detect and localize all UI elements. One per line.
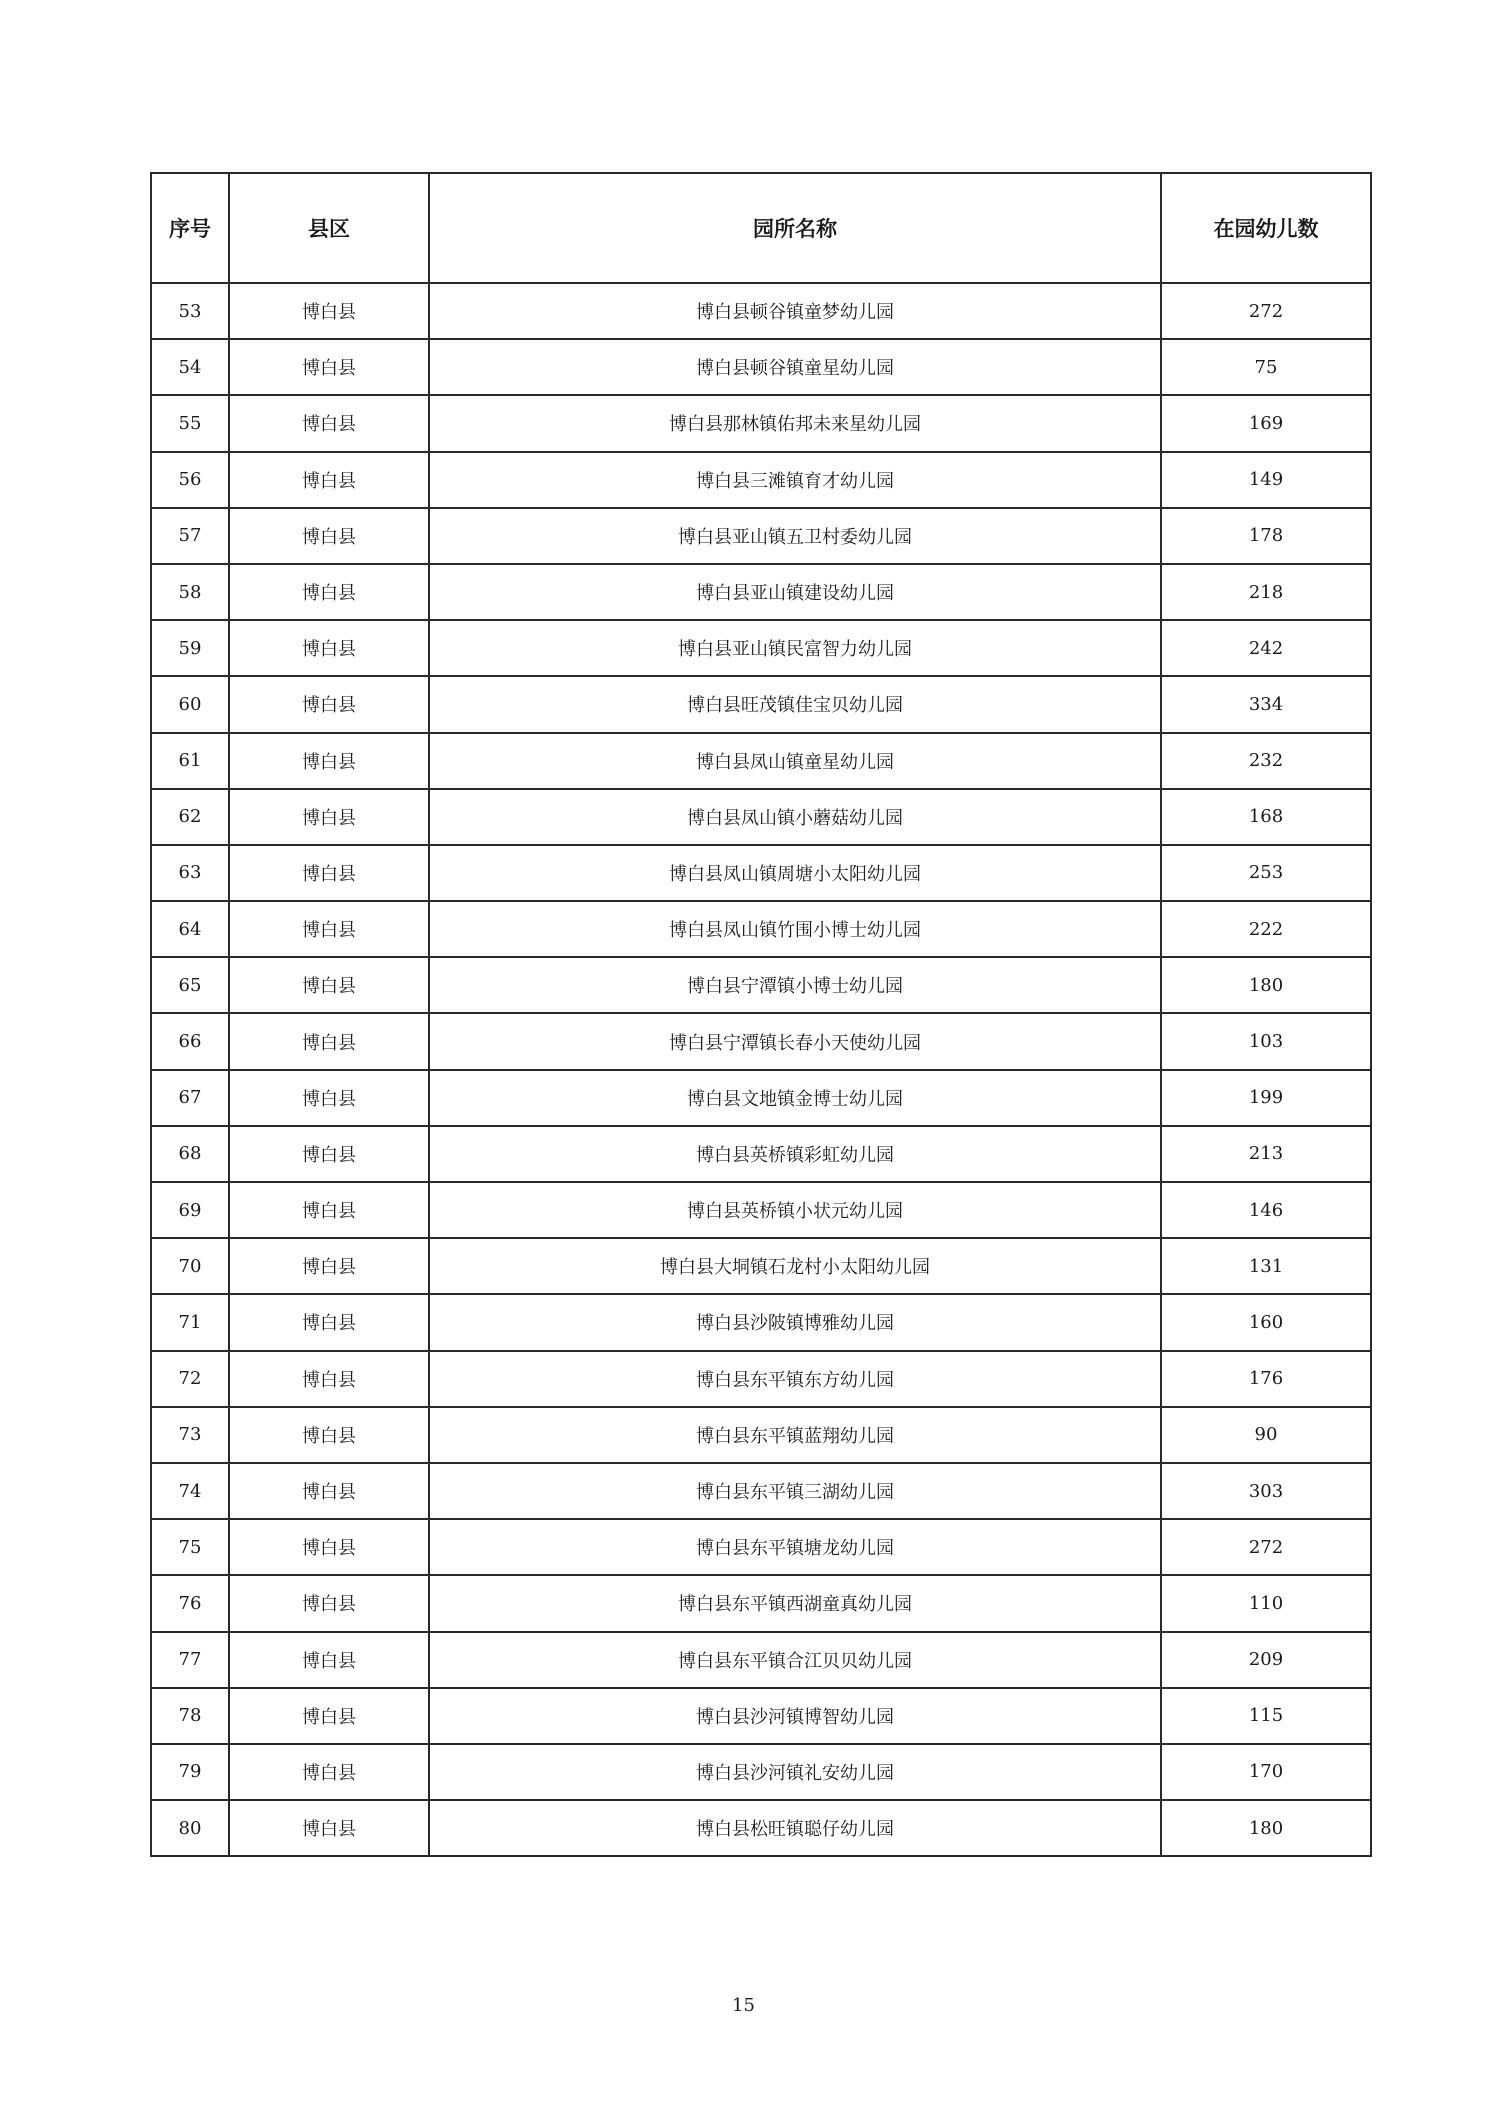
- cell-count: 209: [1161, 1632, 1371, 1688]
- cell-name: 博白县那林镇佑邦未来星幼儿园: [429, 395, 1161, 451]
- cell-county: 博白县: [229, 1013, 429, 1069]
- table-row: [151, 620, 1371, 676]
- cell-county: 博白县: [229, 1294, 429, 1350]
- table-row: [151, 1182, 1371, 1238]
- cell-county: 博白县: [229, 564, 429, 620]
- cell-county: 博白县: [229, 1800, 429, 1856]
- cell-name: 博白县凤山镇竹围小博士幼儿园: [429, 901, 1161, 957]
- cell-name: 博白县沙河镇礼安幼儿园: [429, 1744, 1161, 1800]
- cell-count: 110: [1161, 1575, 1371, 1631]
- cell-count: 176: [1161, 1351, 1371, 1407]
- cell-county: 博白县: [229, 733, 429, 789]
- header-count: 在园幼儿数: [1161, 173, 1371, 283]
- cell-county: 博白县: [229, 1519, 429, 1575]
- header-name: 园所名称: [429, 173, 1161, 283]
- cell-seq: 67: [151, 1070, 229, 1126]
- cell-count: 253: [1161, 845, 1371, 901]
- cell-county: 博白县: [229, 901, 429, 957]
- cell-name: 博白县东平镇合江贝贝幼儿园: [429, 1632, 1161, 1688]
- cell-county: 博白县: [229, 1688, 429, 1744]
- cell-seq: 72: [151, 1351, 229, 1407]
- cell-count: 149: [1161, 452, 1371, 508]
- cell-seq: 77: [151, 1632, 229, 1688]
- table-row: [151, 733, 1371, 789]
- table-row: [151, 1744, 1371, 1800]
- cell-seq: 56: [151, 452, 229, 508]
- table-row: [151, 901, 1371, 957]
- cell-name: 博白县东平镇三湖幼儿园: [429, 1463, 1161, 1519]
- table-row: [151, 1238, 1371, 1294]
- kindergarten-table-container: [150, 172, 1370, 1857]
- table-body: [151, 283, 1371, 1856]
- table-row: [151, 1126, 1371, 1182]
- table-row: [151, 452, 1371, 508]
- cell-count: 146: [1161, 1182, 1371, 1238]
- cell-name: 博白县东平镇塘龙幼儿园: [429, 1519, 1161, 1575]
- cell-name: 博白县大垌镇石龙村小太阳幼儿园: [429, 1238, 1161, 1294]
- table-row: [151, 564, 1371, 620]
- table-row: [151, 845, 1371, 901]
- cell-seq: 65: [151, 957, 229, 1013]
- cell-count: 213: [1161, 1126, 1371, 1182]
- table-row: [151, 1519, 1371, 1575]
- table-row: [151, 339, 1371, 395]
- cell-name: 博白县旺茂镇佳宝贝幼儿园: [429, 676, 1161, 732]
- cell-county: 博白县: [229, 339, 429, 395]
- cell-county: 博白县: [229, 1632, 429, 1688]
- page-number: 15: [732, 1995, 755, 2016]
- cell-name: 博白县东平镇蓝翔幼儿园: [429, 1407, 1161, 1463]
- cell-count: 169: [1161, 395, 1371, 451]
- cell-seq: 55: [151, 395, 229, 451]
- cell-seq: 63: [151, 845, 229, 901]
- cell-county: 博白县: [229, 676, 429, 732]
- cell-seq: 59: [151, 620, 229, 676]
- cell-seq: 74: [151, 1463, 229, 1519]
- cell-seq: 79: [151, 1744, 229, 1800]
- cell-county: 博白县: [229, 1070, 429, 1126]
- cell-seq: 70: [151, 1238, 229, 1294]
- cell-seq: 73: [151, 1407, 229, 1463]
- cell-count: 178: [1161, 508, 1371, 564]
- cell-count: 303: [1161, 1463, 1371, 1519]
- cell-county: 博白县: [229, 620, 429, 676]
- cell-seq: 61: [151, 733, 229, 789]
- cell-count: 222: [1161, 901, 1371, 957]
- cell-seq: 80: [151, 1800, 229, 1856]
- cell-county: 博白县: [229, 395, 429, 451]
- kindergarten-table: [150, 172, 1372, 1857]
- cell-county: 博白县: [229, 1407, 429, 1463]
- cell-name: 博白县凤山镇童星幼儿园: [429, 733, 1161, 789]
- cell-county: 博白县: [229, 1575, 429, 1631]
- cell-count: 218: [1161, 564, 1371, 620]
- cell-county: 博白县: [229, 1463, 429, 1519]
- cell-count: 334: [1161, 676, 1371, 732]
- cell-count: 180: [1161, 1800, 1371, 1856]
- cell-name: 博白县松旺镇聪仔幼儿园: [429, 1800, 1161, 1856]
- cell-name: 博白县顿谷镇童星幼儿园: [429, 339, 1161, 395]
- cell-county: 博白县: [229, 452, 429, 508]
- cell-name: 博白县凤山镇小蘑菇幼儿园: [429, 789, 1161, 845]
- cell-count: 232: [1161, 733, 1371, 789]
- cell-name: 博白县宁潭镇小博士幼儿园: [429, 957, 1161, 1013]
- table-row: [151, 676, 1371, 732]
- cell-name: 博白县三滩镇育才幼儿园: [429, 452, 1161, 508]
- cell-name: 博白县东平镇东方幼儿园: [429, 1351, 1161, 1407]
- cell-count: 272: [1161, 283, 1371, 339]
- cell-seq: 75: [151, 1519, 229, 1575]
- table-row: [151, 1407, 1371, 1463]
- cell-count: 75: [1161, 339, 1371, 395]
- cell-seq: 68: [151, 1126, 229, 1182]
- cell-name: 博白县沙河镇博智幼儿园: [429, 1688, 1161, 1744]
- cell-count: 103: [1161, 1013, 1371, 1069]
- table-row: [151, 1294, 1371, 1350]
- cell-county: 博白县: [229, 957, 429, 1013]
- table-row: [151, 1070, 1371, 1126]
- cell-county: 博白县: [229, 508, 429, 564]
- cell-count: 160: [1161, 1294, 1371, 1350]
- cell-name: 博白县文地镇金博士幼儿园: [429, 1070, 1161, 1126]
- cell-county: 博白县: [229, 283, 429, 339]
- cell-seq: 78: [151, 1688, 229, 1744]
- cell-name: 博白县英桥镇小状元幼儿园: [429, 1182, 1161, 1238]
- cell-seq: 60: [151, 676, 229, 732]
- cell-name: 博白县英桥镇彩虹幼儿园: [429, 1126, 1161, 1182]
- cell-name: 博白县凤山镇周塘小太阳幼儿园: [429, 845, 1161, 901]
- cell-name: 博白县亚山镇民富智力幼儿园: [429, 620, 1161, 676]
- cell-seq: 58: [151, 564, 229, 620]
- cell-county: 博白县: [229, 1238, 429, 1294]
- cell-county: 博白县: [229, 1126, 429, 1182]
- table-row: [151, 1463, 1371, 1519]
- table-row: [151, 395, 1371, 451]
- cell-seq: 57: [151, 508, 229, 564]
- table-row: [151, 1575, 1371, 1631]
- table-row: [151, 1632, 1371, 1688]
- cell-county: 博白县: [229, 845, 429, 901]
- cell-count: 199: [1161, 1070, 1371, 1126]
- cell-seq: 64: [151, 901, 229, 957]
- cell-name: 博白县东平镇西湖童真幼儿园: [429, 1575, 1161, 1631]
- cell-seq: 62: [151, 789, 229, 845]
- table-row: [151, 957, 1371, 1013]
- cell-county: 博白县: [229, 1182, 429, 1238]
- header-seq: 序号: [151, 173, 229, 283]
- cell-seq: 76: [151, 1575, 229, 1631]
- table-row: [151, 789, 1371, 845]
- cell-name: 博白县宁潭镇长春小天使幼儿园: [429, 1013, 1161, 1069]
- cell-count: 131: [1161, 1238, 1371, 1294]
- cell-count: 115: [1161, 1688, 1371, 1744]
- cell-county: 博白县: [229, 1744, 429, 1800]
- cell-count: 90: [1161, 1407, 1371, 1463]
- cell-seq: 54: [151, 339, 229, 395]
- cell-seq: 71: [151, 1294, 229, 1350]
- header-county: 县区: [229, 173, 429, 283]
- table-row: [151, 1800, 1371, 1856]
- table-header-row: [151, 173, 1371, 283]
- cell-name: 博白县亚山镇五卫村委幼儿园: [429, 508, 1161, 564]
- cell-county: 博白县: [229, 789, 429, 845]
- cell-name: 博白县沙陂镇博雅幼儿园: [429, 1294, 1161, 1350]
- cell-seq: 69: [151, 1182, 229, 1238]
- cell-seq: 53: [151, 283, 229, 339]
- table-row: [151, 508, 1371, 564]
- cell-count: 242: [1161, 620, 1371, 676]
- cell-count: 168: [1161, 789, 1371, 845]
- cell-name: 博白县顿谷镇童梦幼儿园: [429, 283, 1161, 339]
- cell-name: 博白县亚山镇建设幼儿园: [429, 564, 1161, 620]
- cell-county: 博白县: [229, 1351, 429, 1407]
- cell-count: 272: [1161, 1519, 1371, 1575]
- cell-count: 170: [1161, 1744, 1371, 1800]
- table-row: [151, 283, 1371, 339]
- cell-count: 180: [1161, 957, 1371, 1013]
- cell-seq: 66: [151, 1013, 229, 1069]
- table-row: [151, 1688, 1371, 1744]
- table-row: [151, 1351, 1371, 1407]
- table-row: [151, 1013, 1371, 1069]
